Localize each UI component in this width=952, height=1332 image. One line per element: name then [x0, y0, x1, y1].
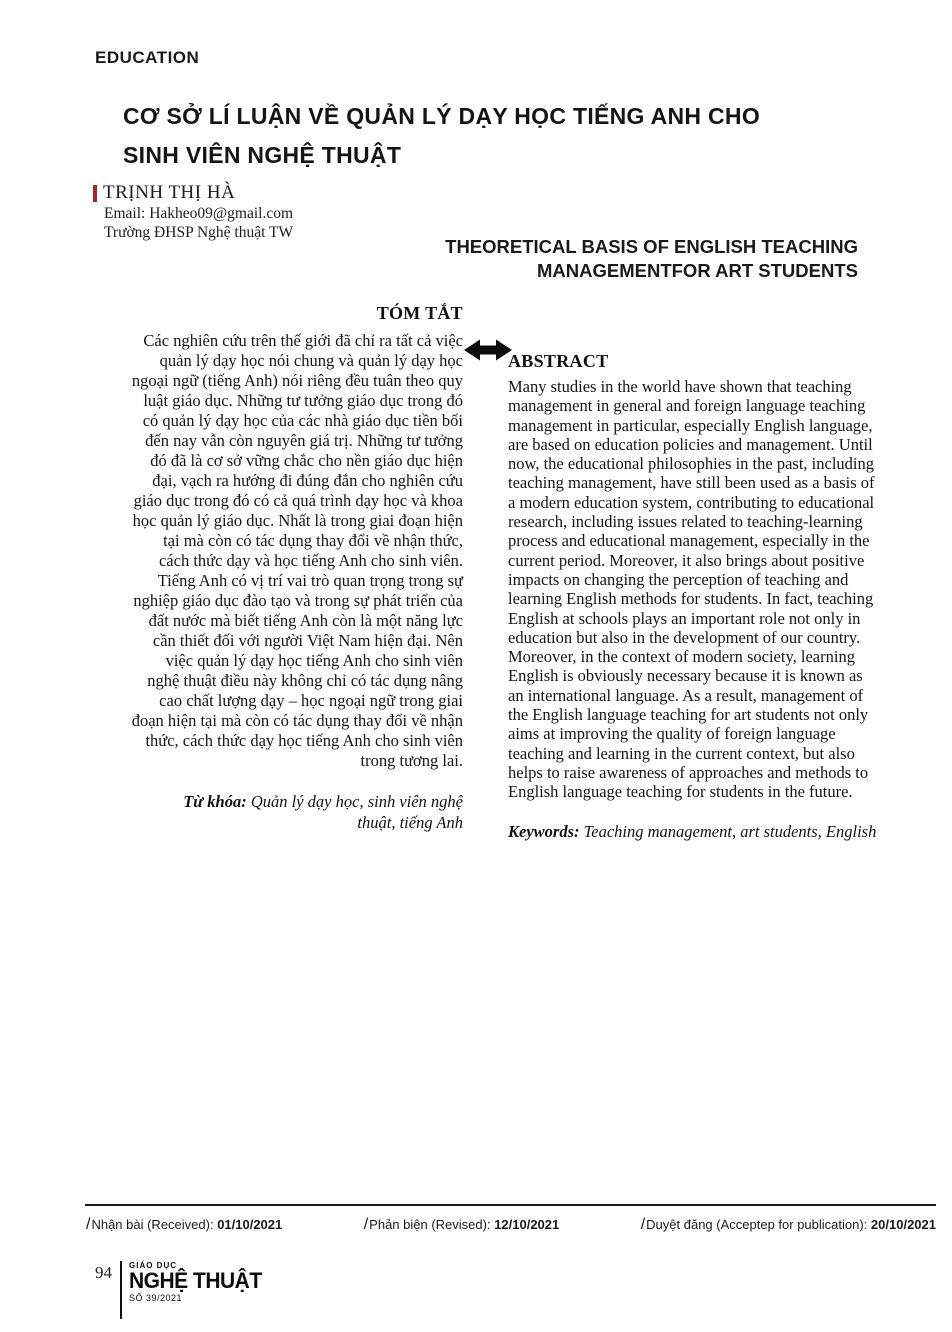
accepted-date: 20/10/2021 [870, 1217, 936, 1232]
keywords-en [508, 821, 880, 842]
slash-mark: / [86, 1216, 91, 1233]
journal-logo [129, 1261, 262, 1303]
author-email: Email: Hakheo09@gmail.com [104, 205, 294, 222]
footer-vertical-divider [120, 1261, 122, 1319]
received-date: 01/10/2021 [217, 1217, 283, 1232]
journal-logo-small-text: GIÁO DỤC [129, 1261, 177, 1270]
author-name: TRỊNH THỊ HÀ [103, 182, 236, 203]
keywords-vi-text: Quản lý dạy học, sinh viên nghệ thuật, tiếng Anh [246, 792, 463, 832]
submission-dates-row [86, 1216, 936, 1234]
page-number: 94 [95, 1263, 112, 1282]
page-footer [95, 1261, 262, 1319]
abstract-english-column [508, 351, 880, 842]
article-title-english: THEORETICAL BASIS OF ENGLISH TEACHING MANAGEMENTFOR ART STUDENTS [445, 236, 858, 281]
abstract-en-body: Many studies in the world have shown that teaching management in general and foreign language teaching management in particular, especially English language, are based on education policies and management. Until now, the educational philosophies in the past, including teaching management, have still been used as a basis of a modern education system, contributing to educational research, including issues related to teaching-learning process and educational management, especially in the current period. Moreover, it also brings about positive impacts on changing the perception of teaching and learning English methods for students. In fact, teaching English at schools plays an important role not only in education but also in the development of our country. Moreover, in the context of modern society, learning English is obviously necessary because it is known as an international language. As a result, management of the English language teaching for art students not only aims at improving the quality of foreign language teaching and learning in the current context, but also helps to raise awareness of approaches and methods to English language teaching for students in the future. [508, 377, 875, 802]
section-label: EDUCATION [95, 48, 200, 67]
keywords-vi-label: Từ khóa: [183, 792, 247, 811]
article-title-vietnamese: CƠ SỞ LÍ LUẬN VỀ QUẢN LÝ DẠY HỌC TIẾNG ANH CHO SINH VIÊN NGHỆ THUẬT [123, 103, 761, 168]
accepted-date-item [641, 1216, 936, 1234]
accepted-label: Duyệt đăng (Acceptep for publication): [646, 1217, 871, 1232]
keywords-en-text: Teaching management, art students, English [579, 821, 877, 841]
abstract-vi-heading: TÓM TẮT [376, 303, 463, 323]
revised-date: 12/10/2021 [494, 1217, 560, 1232]
revised-date-item [364, 1216, 560, 1234]
abstract-en-heading: ABSTRACT [508, 351, 609, 371]
keywords-vi [163, 791, 463, 833]
keywords-en-label: Keywords: [508, 821, 580, 841]
abstract-vi-body: Các nghiên cứu trên thế giới đã chỉ ra tất cả việc quản lý dạy học nói chung và quản lý dạy học ngoại ngữ (tiếng Anh) nói riêng đều tuân theo quy luật giáo dục. Những tư tưởng giáo dục trong đó có quản lý dạy học của các nhà giáo dục tiền bối đến nay vẫn còn nguyên giá trị. Những tư tưởng đó đã là cơ sở vững chắc cho nền giáo dục hiện đại, vạch ra hướng đi đúng đắn cho nghiên cứu giáo dục trong đó có cả quá trình dạy học và khoa học quản lý giáo dục. Nhất là trong giai đoạn hiện tại mà còn có tác dụng thay đổi về nhận thức, cách thức dạy và học tiếng Anh cho sinh viên. Tiếng Anh có vị trí vai trò quan trọng trong sự nghiệp giáo dục đào tạo và trong sự phát triển của đất nước mà biết tiếng Anh còn là một năng lực cần thiết đối với người Việt Nam hiện đại. Nên việc quản lý dạy học tiếng Anh cho sinh viên nghệ thuật điều này không chỉ có tác dụng nâng cao chất lượng dạy – học ngoại ngữ trong giai đoạn hiện tại mà còn có tác dụng thay đổi về nhận thức, cách thức dạy học tiếng Anh cho sinh viên trong tương lai. [131, 331, 463, 770]
author-affiliation: Trường ĐHSP Nghệ thuật TW [104, 224, 294, 241]
footer-divider-rule [85, 1204, 936, 1206]
slash-mark: / [363, 1216, 369, 1233]
received-date-item [86, 1216, 282, 1234]
revised-label: Phản biện (Revised): [369, 1217, 495, 1232]
journal-logo-name: NGHỆ THUẬT [129, 1268, 262, 1294]
abstract-vietnamese-column [131, 303, 463, 833]
double-arrow-icon [463, 336, 513, 364]
received-label: Nhận bài (Received): [91, 1217, 218, 1232]
author-block [93, 182, 293, 242]
author-accent-bar [93, 185, 97, 202]
slash-mark: / [640, 1216, 646, 1233]
journal-issue-number: SỐ 39/2021 [129, 1293, 183, 1303]
